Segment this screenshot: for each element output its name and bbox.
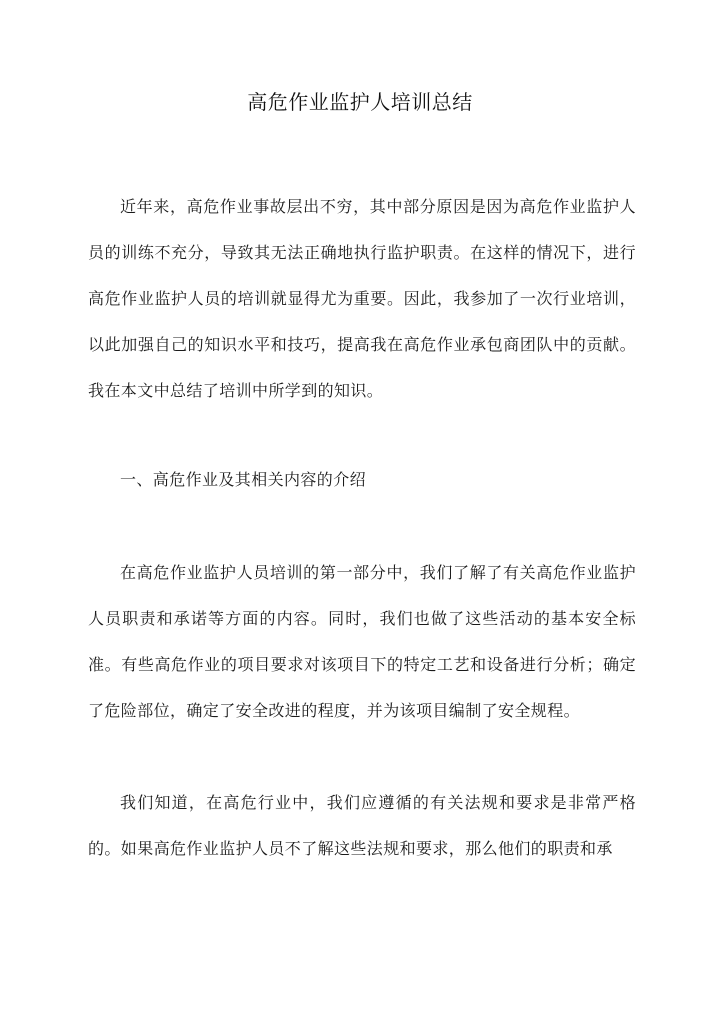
document-title: 高危作业监护人培训总结 bbox=[247, 90, 473, 114]
body-paragraph: 我们知道，在高危行业中，我们应遵循的有关法规和要求是非常严格的。如果高危作业监护人员不了解这些法规和要求，那么他们的职责和承 bbox=[88, 793, 636, 858]
body-paragraph: 在高危作业监护人员培训的第一部分中，我们了解了有关高危作业监护人员职责和承诺等方面的内容。同时，我们也做了这些活动的基本安全标准。有些高危作业的项目要求对该项目下的特定工艺和设备进行分析；确定了危险部位，确定了安全改进的程度，并为该项目编制了安全规程。 bbox=[88, 563, 636, 720]
section-heading: 一、高危作业及其相关内容的介绍 bbox=[120, 470, 367, 489]
intro-paragraph: 近年来，高危作业事故层出不穷，其中部分原因是因为高危作业监护人员的训练不充分，导致其无法正确地执行监护职责。在这样的情况下，进行高危作业监护人员的培训就显得尤为重要。因此，我参加了一次行业培训，以此加强自己的知识水平和技巧，提高我在高危作业承包商团队中的贡献。我在本文中总结了培训中所学到的知识。 bbox=[88, 197, 636, 400]
